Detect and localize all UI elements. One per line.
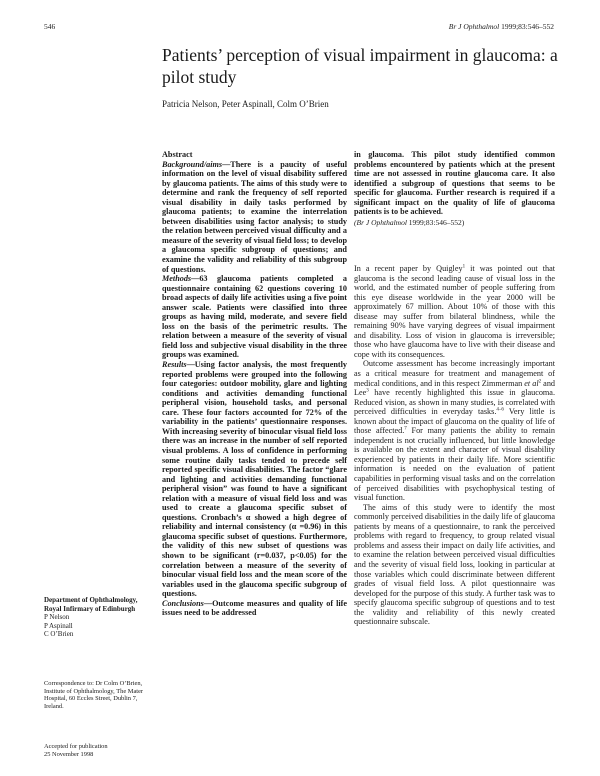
journal-name: Br J Ophthalmol bbox=[448, 22, 500, 31]
running-head bbox=[449, 22, 554, 31]
methods-text: —63 glaucoma patients completed a questionnaire containing 62 questions covering 10 broad aspects of daily life activities using a five point answer scale. Patients were classified into three groups as having mild, moderate, and severe field loss on the basis of the perimetric results. The relation between a measure of the severity of visual field loss and subjective visual disability in the three groups was examined. bbox=[162, 274, 347, 360]
conclusions-text: —Outcome measures and quality of life issues need to be addressed bbox=[162, 598, 347, 618]
abstract-citation: (Br J Ophthalmol 1999;83:546–552) bbox=[354, 217, 465, 227]
affiliation-department: Department of Ophthalmology, Royal Infirmary of Edinburgh bbox=[44, 596, 138, 613]
citation-ref: 1999;83:546–552) bbox=[406, 217, 465, 227]
conclusions-label: Conclusions bbox=[162, 598, 204, 608]
journal-citation: 1999;83:546–552 bbox=[501, 22, 554, 31]
conclusions-continued: in glaucoma. This pilot study identified common problems encountered by patients which at the present time are not assessed in routine glaucoma care. It also identified a subgroup of questions that seems to be specific for glaucoma. Further research is required if a significant impact on the quality of life of glaucoma patients is to be achieved. bbox=[354, 150, 555, 217]
article-title: Patients’ perception of visual impairment in glaucoma: a pilot study bbox=[162, 45, 558, 87]
ref-2: 2 bbox=[538, 378, 542, 384]
body-paragraph-3: The aims of this study were to identify the most commonly perceived disabilities in the daily life of glaucoma patients by means of a questionnaire, to rank the perceived problems with regard to frequency, to group related visual problems and assess their impact on daily life activities, and to examine the relation between perceived visual difficulties and the severity of visual field loss, looking in particular at those variables which could discriminate between different grades of visual field loss. A pilot questionnaire was developed for the purpose of this study. A further task was to specify glaucoma specific subgroup of questions and to test the validity and reliability of this newly created questionnaire subscale. bbox=[354, 502, 555, 627]
abstract-methods bbox=[162, 274, 347, 360]
ref-1: 1 bbox=[462, 264, 466, 270]
abstract-conclusions bbox=[162, 599, 347, 618]
affiliation-author: P Aspinall bbox=[44, 621, 73, 630]
accepted-note bbox=[44, 743, 152, 758]
body-paragraph-2: Outcome assessment has become increasingly important as a critical measure for treatment and management of medical conditions, and in this respect Zimmerman et $al^2$ and Lee$^3$ have recently highlighted this issue in glaucoma. Reduced vision, as shown in many studies, is correlated with perceived difficulties in everyday tasks.$^{4-6}$ Very little is known about the impact of glaucoma on the quality of life of those affected.$^7$ For many patients the ability to remain independent is not crucially influenced, but little knowledge is available on the extent and character of visual disability experienced by patients in their daily life. More scientific information is needed on the evaluation of patient capabilities in performing visual tasks and on the correlation of perceived disabilities with psychophysical testing of visual function. bbox=[354, 359, 556, 503]
correspondence-note: Correspondence to: Dr Colm O’Brien, Institute of Ophthalmology, The Mater Hospital, 60 Eccles Street, Dublin 7, Ireland. bbox=[44, 680, 144, 710]
citation-journal: Br J Ophthalmol bbox=[356, 217, 407, 227]
abstract-heading: Abstract bbox=[162, 150, 193, 159]
author-list: Patricia Nelson, Peter Aspinall, Colm O’Brien bbox=[162, 99, 329, 109]
affiliation-author: P Nelson bbox=[44, 613, 70, 622]
affiliation-author: C O’Brien bbox=[44, 630, 74, 639]
background-text: —There is a paucity of useful information on the level of visual disability suffered by glaucoma patients. The aims of this study were to determine and rank the frequency of self reported visual disability in daily tasks performed by glaucoma patients; to examine the interrelation between disabilities using factor analysis; to study the relation between perceived visual difficulty and a measure of the severity of visual field loss; to develop a glaucoma specific subgroup of questions; and examine the validity and reliability of this subgroup of questions. bbox=[162, 159, 347, 274]
results-label: Results bbox=[162, 360, 187, 370]
methods-label: Methods bbox=[162, 274, 192, 284]
ref-4-6: 4–6 bbox=[496, 407, 504, 413]
abstract-results bbox=[162, 360, 347, 599]
accepted-date: 25 November 1998 bbox=[44, 750, 94, 758]
abstract-continuation bbox=[354, 150, 555, 227]
body-paragraph-1: In a recent paper by Quigley$^1$ it was pointed out that glaucoma is the second leading cause of visual loss in the world, and the estimated number of people suffering from this eye disease worldwide in the year 2000 will be approximately 67 million. About 10% of those with this disease may suffer from bilateral blindness, while the remaining 90% have varying degrees of visual impairment and disability. Loss of vision in glaucoma is irreversible; those who have glaucoma have to live with their disease and cope with its consequences. bbox=[354, 264, 555, 359]
affiliation-block bbox=[44, 596, 152, 639]
ref-7: 7 bbox=[404, 426, 407, 432]
body-column bbox=[354, 264, 555, 627]
ref-3: 3 bbox=[366, 388, 369, 394]
page-number: 546 bbox=[44, 22, 56, 31]
accepted-label: Accepted for publication bbox=[44, 743, 108, 750]
abstract-column bbox=[162, 150, 347, 618]
results-text: —Using factor analysis, the most frequently reported problems were grouped into the following four categories: outdoor mobility, glare and lighting conditions and activities demanding functional peripheral vision, household tasks, and personal care. These four factors accounted for 72% of the variability in the patients’ questionnaire responses. With increasing severity of binocular visual field loss there was an increase in the number of self reported visual problems. A loss of confidence in performing some routine daily tasks tended to precede self reported specific visual disabilities. The factor “glare and lighting and activities demanding functional peripheral vision” was found to have a significant relation with a measure of visual field loss and was used to create a glaucoma specific subset of questions. Cronbach’s α showed a high degree of reliability and internal consistency (α =0.96) in this glaucoma specific subset of questions. Furthermore, the validity of this new subset of questions was shown to be significant (r=0.037, p<0.05) for the correlation between a measure of the severity of binocular visual field loss and the mean score of the variables used in the glaucoma specific subgroup of questions. bbox=[162, 360, 347, 599]
abstract-background bbox=[162, 160, 347, 275]
background-label: Background/aims bbox=[162, 159, 223, 169]
